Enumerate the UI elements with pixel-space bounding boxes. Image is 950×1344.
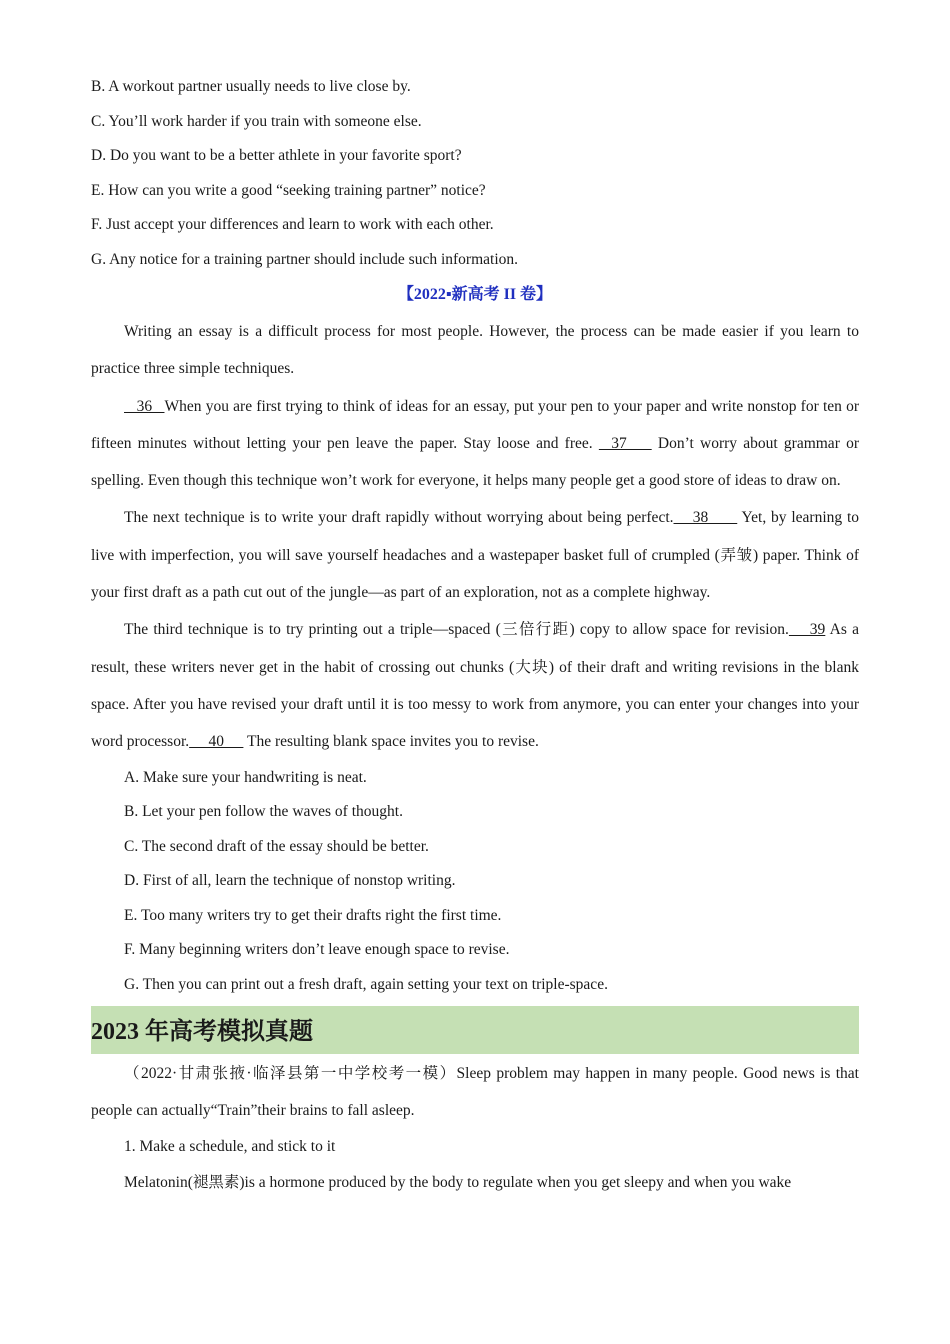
answer-option-g: G. Then you can print out a fresh draft, again setting your text on triple-space. xyxy=(124,975,608,993)
mock-intro-paragraph xyxy=(91,1055,859,1130)
blank-40[interactable]: 40 xyxy=(189,733,244,751)
paragraph-text: When you are first trying to think of ideas for an essay, put your pen to your paper and write nonstop for ten or fifteen minutes without letting your pen leave the paper. Stay loose and free. xyxy=(91,397,859,452)
blank-36[interactable]: 36 xyxy=(124,397,165,415)
passage-paragraph-4 xyxy=(91,611,859,760)
passage-paragraph-2 xyxy=(91,388,859,500)
option-line: C. You’ll work harder if you train with someone else. xyxy=(91,112,422,130)
mock-item-heading: 1. Make a schedule, and stick to it xyxy=(124,1137,336,1155)
paragraph-text: The third technique is to try printing out a triple—spaced (三倍行距) copy to allow space for revision. xyxy=(124,621,789,639)
mock-paragraph xyxy=(91,1164,859,1201)
paragraph-text: The next technique is to write your draft rapidly without worrying about being perfect. xyxy=(124,509,674,527)
document-page xyxy=(91,70,859,1201)
section-heading: 2023 年高考模拟真题 xyxy=(91,1006,859,1054)
blank-37[interactable]: 37 xyxy=(598,434,652,452)
paragraph-text: Melatonin(褪黑素)is a hormone produced by the body to regulate when you get sleepy and when you wake xyxy=(124,1174,792,1192)
paragraph-text: Don’t worry about grammar or spelling. Even though this technique won’t work for everyone, it helps many people get a good store of ideas to draw on. xyxy=(91,434,859,490)
paragraph-text: Writing an essay is a difficult process for most people. However, the process can be made easier if you learn to practice three simple techniques. xyxy=(91,323,859,378)
answer-option-c: C. The second draft of the essay should be better. xyxy=(124,837,429,855)
answer-option-d: D. First of all, learn the technique of nonstop writing. xyxy=(124,872,456,890)
paragraph-text: As a result, these writers never get in the habit of crossing out chunks (大块) of their draft and writing revisions in the blank space. After you have revised your draft until it is too messy to work from anymore, you can enter your changes into your word processor. xyxy=(91,621,860,751)
option-line: D. Do you want to be a better athlete in your favorite sport? xyxy=(91,147,462,164)
answer-option-a: A. Make sure your handwriting is neat. xyxy=(124,768,367,786)
passage-paragraph-1 xyxy=(91,313,859,388)
paragraph-text: （2022·甘肃张掖·临泽县第一中学校考一模）Sleep problem may happen in many people. Good news is that people can actually“Train”their brains to fall asleep. xyxy=(91,1065,859,1120)
blank-39[interactable]: 39 xyxy=(788,621,826,639)
answer-option-f: F. Many beginning writers don’t leave enough space to revise. xyxy=(124,941,510,959)
option-line: E. How can you write a good “seeking training partner” notice? xyxy=(91,181,486,199)
answer-option-b: B. Let your pen follow the waves of thought. xyxy=(124,803,403,821)
passage-paragraph-3 xyxy=(91,499,859,611)
exam-heading: 【2022▪新高考 II 卷】 xyxy=(397,286,553,303)
option-line: B. A workout partner usually needs to live close by. xyxy=(91,78,411,95)
paragraph-text: Yet, by learning to live with imperfection, you will save yourself headaches and a wastepaper basket full of crumpled (弄皱) paper. Think of your first draft as a path cut out of the jungle—as part of an exploration, not as a complete highway. xyxy=(91,509,860,602)
blank-38[interactable]: 38 xyxy=(673,509,738,527)
paragraph-text: The resulting blank space invites you to revise. xyxy=(243,733,539,751)
option-line: F. Just accept your differences and learn to work with each other. xyxy=(91,216,494,233)
option-line: G. Any notice for a training partner should include such information. xyxy=(91,250,519,268)
answer-option-e: E. Too many writers try to get their drafts right the first time. xyxy=(124,906,502,924)
